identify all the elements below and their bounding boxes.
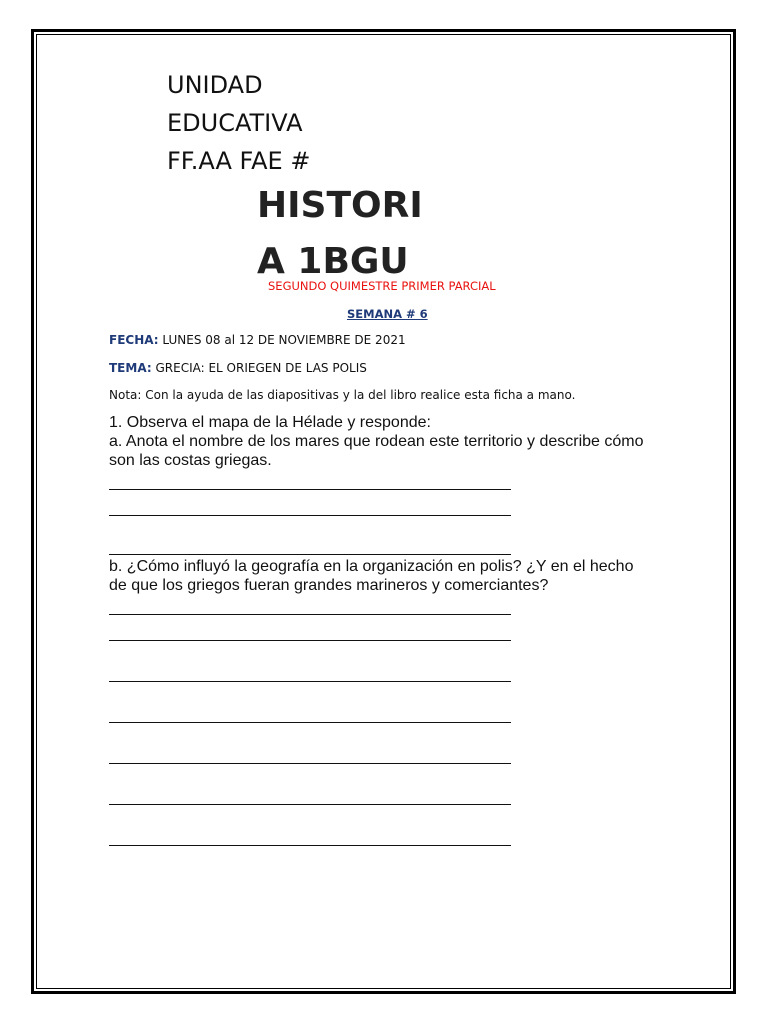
school-line-2: EDUCATIVA bbox=[167, 109, 303, 137]
question-1a: a. Anota el nombre de los mares que rodean este territorio y describe cómo son las costas griegas. bbox=[109, 433, 644, 469]
tema-label: TEMA: bbox=[109, 361, 152, 375]
answer-line bbox=[109, 804, 511, 805]
week-label: SEMANA # 6 bbox=[347, 307, 428, 321]
fecha-label: FECHA: bbox=[109, 333, 159, 347]
subject-line-1: HISTORI bbox=[257, 185, 423, 226]
subject-line-2: A 1BGU bbox=[257, 241, 409, 282]
answer-line bbox=[109, 554, 511, 555]
fecha-row bbox=[109, 333, 406, 347]
period-label: SEGUNDO QUIMESTRE PRIMER PARCIAL bbox=[268, 279, 496, 293]
answer-line bbox=[109, 614, 511, 615]
question-1b: b. ¿Cómo influyó la geografía en la organización en polis? ¿Y en el hecho de que los griegos fueran grandes marineros y comerciantes? bbox=[109, 558, 634, 594]
answer-line bbox=[109, 763, 511, 764]
answer-line bbox=[109, 845, 511, 846]
nota-text: Nota: Con la ayuda de las diapositivas y la del libro realice esta ficha a mano. bbox=[109, 388, 576, 402]
answer-line bbox=[109, 640, 511, 641]
answer-line bbox=[109, 681, 511, 682]
school-name bbox=[167, 66, 337, 175]
fecha-value: LUNES 08 al 12 DE NOVIEMBRE DE 2021 bbox=[162, 333, 406, 347]
answer-line bbox=[109, 515, 511, 516]
answer-line bbox=[109, 489, 511, 490]
school-line-1: UNIDAD bbox=[167, 71, 263, 99]
tema-row bbox=[109, 361, 367, 375]
answer-line bbox=[109, 722, 511, 723]
question-1: 1. Observa el mapa de la Hélade y responde: bbox=[109, 414, 431, 431]
tema-value: GRECIA: EL ORIEGEN DE LAS POLIS bbox=[155, 361, 367, 375]
school-line-3: FF.AA FAE # bbox=[167, 147, 311, 175]
subject-title bbox=[257, 178, 423, 290]
